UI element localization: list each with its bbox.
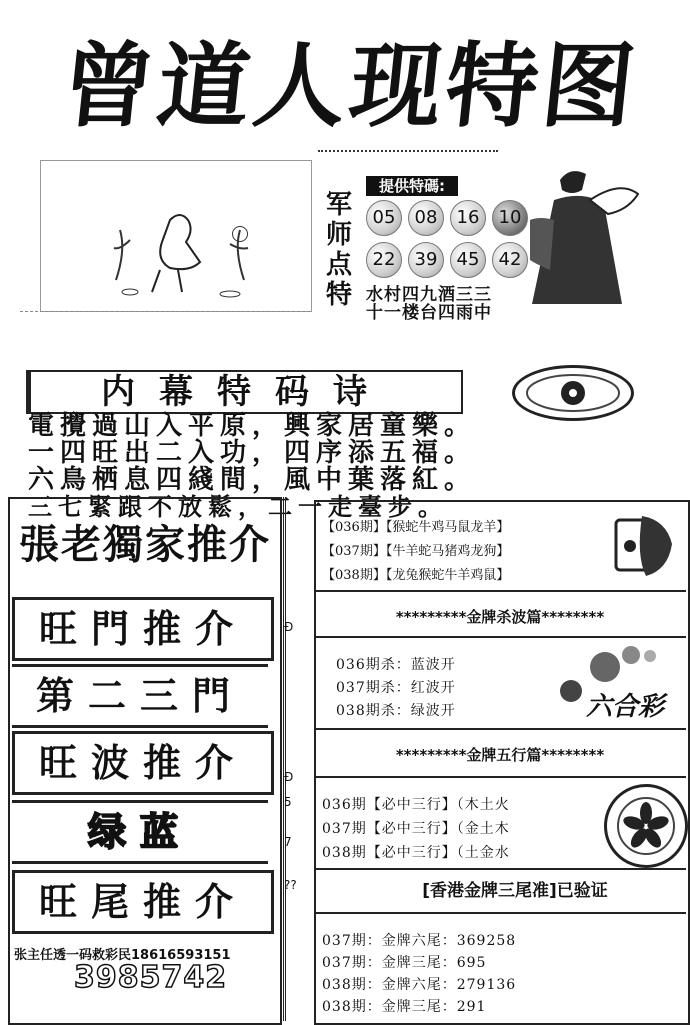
number-ball: 08 (408, 200, 444, 236)
number-ball: 39 (408, 242, 444, 278)
lottery-ball-icon (622, 646, 640, 664)
wangwei-cell: 旺尾推介 (12, 870, 274, 934)
zodiac-line: 【036期】【猴蛇牛鸡马鼠龙羊】 (322, 520, 510, 535)
sun-icon (232, 226, 248, 242)
rooster-drawing (100, 200, 260, 300)
poem-line: 電攪過山入平原，興家居童樂。 (28, 411, 477, 441)
section-divider (314, 776, 686, 778)
junshi-label (326, 190, 356, 310)
lottery-ball-icon (644, 650, 656, 662)
wave-header: *********金牌杀波篇******** (395, 608, 605, 626)
vertical-divider (283, 497, 286, 1021)
hint-line: 十一楼台四雨中 (366, 303, 492, 323)
poem-line: 六鳥栖息四綫間，風中葉落紅。 (28, 465, 477, 495)
dotted-divider (318, 150, 498, 152)
contact-line: 张主任透一码救彩民18616593151 (14, 948, 231, 963)
section-divider (314, 868, 686, 870)
section-divider (314, 590, 686, 592)
zhang-title: 張老獨家推介 (19, 522, 271, 568)
page-title: 曾道人现特图 (56, 33, 644, 140)
junshi-char: 特 (326, 280, 353, 310)
poem-line: 一四旺出二入功，四序添五福。 (28, 438, 477, 468)
banner: [香港金牌三尾准]已验证 (422, 881, 608, 901)
section-divider (314, 912, 686, 914)
element-line: 036期【必中三行】（木土火 (322, 797, 510, 813)
lottery-ball-icon (590, 652, 620, 682)
lulan-cell: 绿蓝 (12, 800, 268, 864)
liuhecai-logo: 六合彩 (586, 692, 665, 722)
section-divider (314, 728, 686, 730)
bauhinia-emblem-icon (604, 784, 688, 868)
dashed-divider (20, 311, 310, 312)
dierSanmen-cell: 第二三門 (12, 664, 268, 728)
element-line: 038期【必中三行】（土金水 (322, 845, 510, 861)
strategist-figure (520, 160, 640, 310)
number-ball: 05 (366, 200, 402, 236)
number-ball: 42 (492, 242, 528, 278)
side-mark: 7 (284, 835, 292, 849)
fortune-mascot-icon (612, 510, 678, 582)
tail-line: 037期：金牌三尾：695 (322, 955, 487, 971)
wangbo-cell: 旺波推介 (12, 731, 274, 795)
provide-label: 提供特碼: (366, 176, 458, 196)
zodiac-line: 【037期】【牛羊蛇马猪鸡龙狗】 (322, 544, 510, 559)
lottery-ball-icon (560, 680, 582, 702)
big-number: 3985742 (74, 960, 228, 995)
element-line: 037期【必中三行】（金土木 (322, 821, 510, 837)
wave-line: 038期杀：绿波开 (336, 703, 456, 719)
wangmen-cell: 旺門推介 (12, 597, 274, 661)
number-ball: 16 (450, 200, 486, 236)
tail-line: 037期：金牌六尾：369258 (322, 933, 517, 949)
tail-line: 038期：金牌六尾：279136 (322, 977, 517, 993)
element-header: *********金牌五行篇******** (395, 746, 605, 764)
section-divider (314, 636, 686, 638)
number-ball: 10 (492, 200, 528, 236)
junshi-char: 师 (326, 220, 353, 250)
number-ball: 22 (366, 242, 402, 278)
zodiac-line: 【038期】【龙兔猴蛇牛羊鸡鼠】 (322, 568, 510, 583)
number-ball: 45 (450, 242, 486, 278)
junshi-char: 军 (326, 190, 353, 220)
side-mark: 5 (284, 795, 292, 809)
side-mark: Đ (284, 620, 294, 634)
junshi-char: 点 (326, 250, 353, 280)
side-mark: Đ (284, 770, 294, 784)
hint-line: 水村四九酒三三 (366, 285, 492, 305)
wave-line: 037期杀：红波开 (336, 680, 456, 696)
tail-line: 038期：金牌三尾：291 (322, 999, 487, 1015)
side-mark: ?? (284, 878, 297, 892)
poem-title: 内幕特码诗 (26, 370, 463, 414)
wave-line: 036期杀：蓝波开 (336, 657, 456, 673)
poem-line: 三七緊跟不放鬆，二一走臺步。 (28, 492, 448, 521)
